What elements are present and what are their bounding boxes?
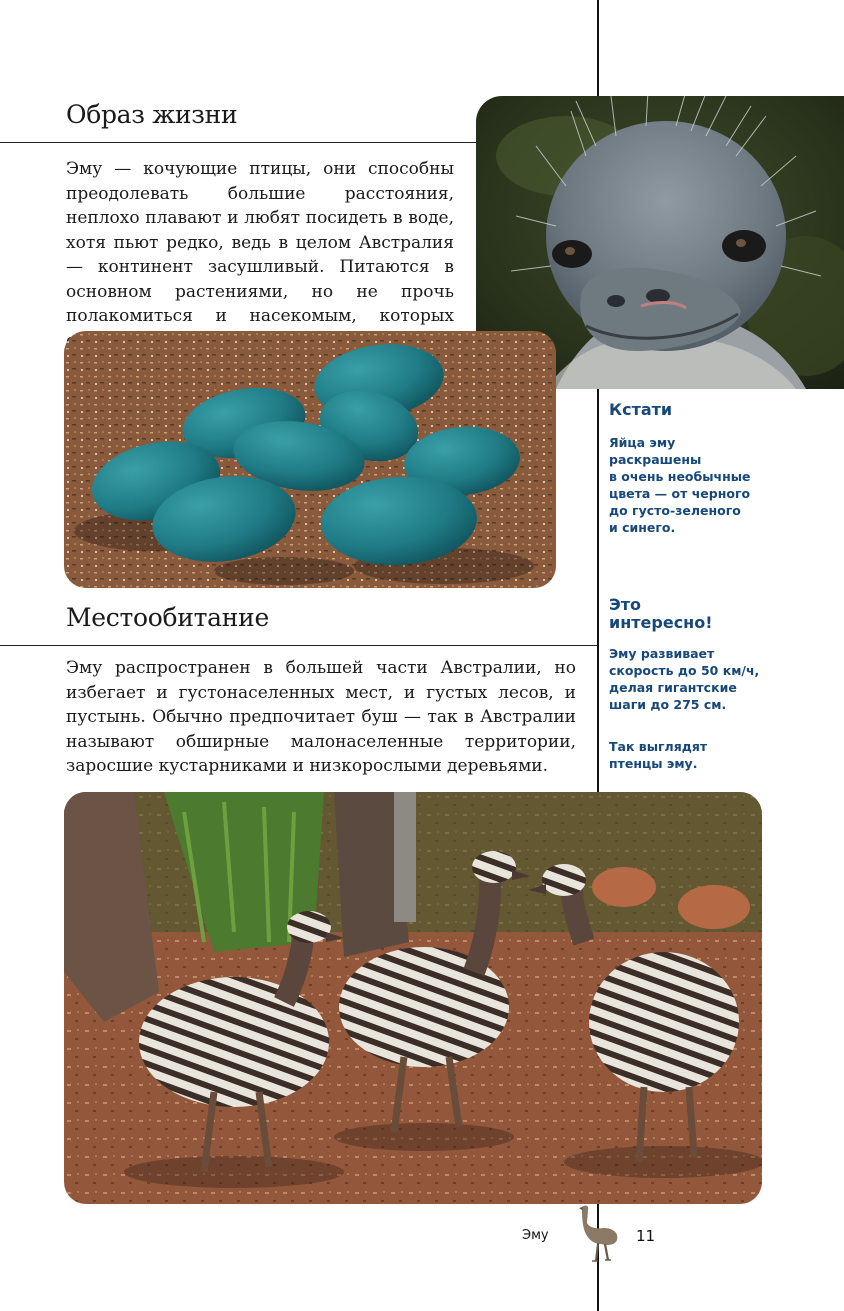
heading-rule-habitat [0,645,597,646]
emu-eggs-photo [64,331,556,588]
section-heading-lifestyle: Образ жизни [66,100,238,129]
chicks-caption: Так выглядят птенцы эму. [609,739,708,771]
heading-rule-lifestyle [0,142,476,143]
habitat-paragraph: Эму распространен в большей части Австралии, но избегает и густонаселенных мест, и густых лесов, и пустынь. Обычно предпочитает буш — так в Австралии называют обширные малонаселенные территории, заросшие кустарниками и низкорослыми деревьями. [66,658,576,776]
sidebar-text-eggs: Яйца эму раскрашены в очень необычные цвета — от черного до густо-зеленого и синего. [609,435,751,535]
sidebar-title-by-the-way: Кстати [609,400,673,419]
emu-chicks-photo [64,792,762,1204]
emu-silhouette-icon [574,1201,622,1263]
page-number: 11 [636,1227,656,1245]
sidebar-text-speed: Эму развивает скорость до 50 км/ч, делая гигантские шаги до 275 см. [609,646,760,712]
lifestyle-paragraph: Эму — кочующие птицы, они способны преодолевать большие расстояния, неплохо плавают и любят посидеть в воде, хотя пьют редко, ведь в целом Австралия — континент засушливый. Питаются в основном растениями, но не прочь полакомиться и насекомым, которых [66,159,454,326]
sidebar-title-interesting: Это интересно! [609,595,713,632]
footer-section-label: Эму [522,1228,549,1243]
section-heading-habitat: Местообитание [66,603,269,632]
